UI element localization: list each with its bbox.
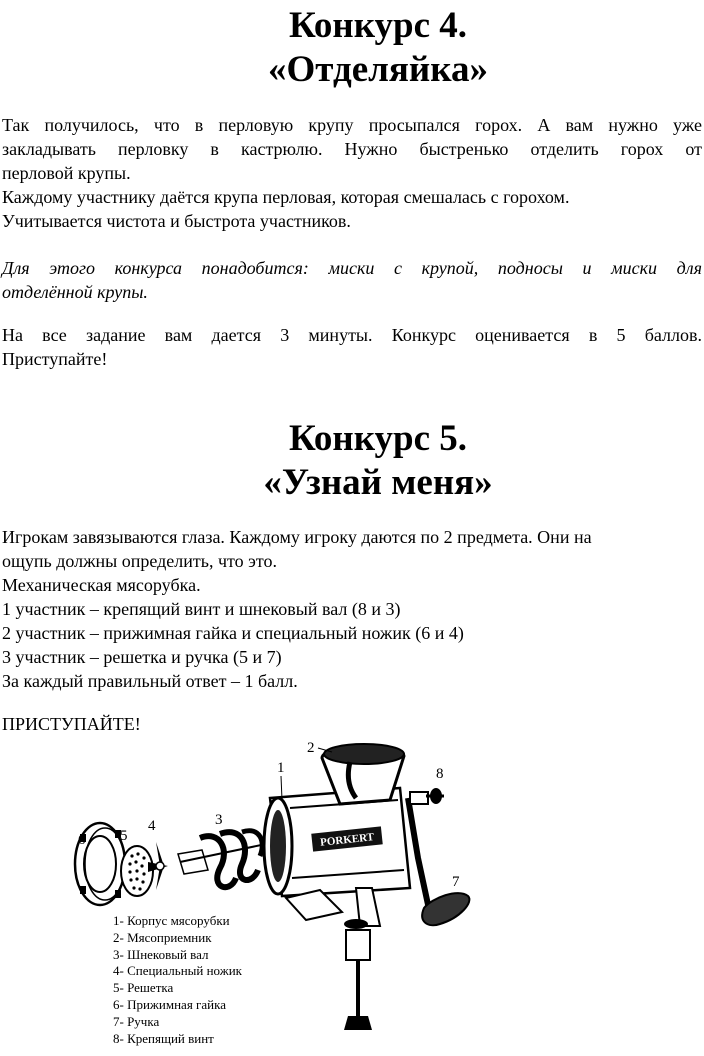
contest5-line-4: 3 участник – решетка и ручка (5 и 7) bbox=[2, 647, 282, 667]
brand-label: PORKERT bbox=[319, 831, 375, 849]
part-number-4: 4 bbox=[148, 818, 156, 834]
contest5-line-2: 1 участник – крепящий винт и шнековый вал (8 и 3) bbox=[2, 599, 401, 619]
part-8-screw bbox=[410, 788, 444, 804]
legend-item: 4- Специальный ножик bbox=[113, 963, 242, 979]
part-1-body bbox=[264, 788, 410, 896]
contest4-title-number: Конкурс 4. bbox=[288, 5, 468, 46]
contest4-paragraph-2: Каждому участнику даётся крупа перловая, которая смешалась с горохом. bbox=[2, 187, 570, 207]
legend-item: 1- Корпус мясорубки bbox=[113, 913, 230, 928]
part-number-5: 5 bbox=[120, 828, 128, 844]
part-7-handle bbox=[408, 798, 469, 925]
contest5-body bbox=[2, 525, 702, 693]
contest4-paragraph-1-line-3: перловой крупы. bbox=[2, 163, 131, 183]
diagram-legend bbox=[113, 913, 242, 1047]
legend-item: 6- Прижимная гайка bbox=[113, 996, 226, 1012]
contest5-title-number: Конкурс 5. bbox=[288, 418, 468, 459]
contest5-line-3: 2 участник – прижимная гайка и специальный ножик (6 и 4) bbox=[2, 623, 464, 643]
part-number-1: 1 bbox=[277, 760, 285, 776]
contest4-paragraph-3: Учитывается чистота и быстрота участников. bbox=[2, 211, 351, 231]
part-number-7: 7 bbox=[452, 874, 460, 890]
contest4-materials bbox=[2, 256, 702, 304]
contest4-rules-line-1: На все задание вам дается 3 минуты. Конкурс оценивается в 5 баллов. bbox=[2, 325, 702, 345]
contest4-title-name: «Отделяйка» bbox=[268, 49, 488, 90]
contest4-paragraph-1-line-1: Так получилось, что в перловую крупу просыпался горох. А вам нужно уже bbox=[2, 115, 702, 135]
contest4-title bbox=[118, 4, 638, 92]
contest4-rules-line-2: Приступайте! bbox=[2, 349, 108, 369]
contest4-paragraph-1-line-2: закладывать перловку в кастрюлю. Нужно быстренько отделить горох от bbox=[2, 139, 702, 159]
part-number-6: 6 bbox=[78, 832, 86, 848]
contest5-title bbox=[118, 417, 638, 505]
contest4-rules bbox=[2, 323, 702, 371]
legend-item: 3- Шнековый вал bbox=[113, 946, 209, 962]
part-3-auger bbox=[178, 831, 266, 887]
clamp-and-bracket bbox=[286, 888, 380, 1030]
contest5-call: ПРИСТУПАЙТЕ! bbox=[2, 714, 141, 734]
contest5-line-1: Механическая мясорубка. bbox=[2, 575, 201, 595]
contest5-intro-line-1: Игрокам завязываются глаза. Каждому игроку даются по 2 предмета. Они на bbox=[2, 527, 592, 547]
contest4-materials-line-1: Для этого конкурса понадобится: миски с крупой, подносы и миски для bbox=[2, 258, 702, 278]
contest5-intro-line-2: ощупь должны определить, что это. bbox=[2, 551, 278, 571]
part-number-2: 2 bbox=[307, 740, 315, 756]
part-number-3: 3 bbox=[215, 812, 223, 828]
part-number-8: 8 bbox=[436, 766, 444, 782]
contest4-paragraph-1 bbox=[2, 113, 702, 233]
legend-item: 2- Мясоприемник bbox=[113, 929, 212, 945]
legend-item: 8- Крепящий винт bbox=[113, 1030, 214, 1046]
contest5-title-name: «Узнай меня» bbox=[263, 462, 493, 503]
legend-item: 5- Решетка bbox=[113, 980, 174, 996]
contest4-materials-line-2: отделённой крупы. bbox=[2, 282, 148, 302]
legend-item: 7- Ручка bbox=[113, 1013, 160, 1029]
contest5-line-5: За каждый правильный ответ – 1 балл. bbox=[2, 671, 298, 691]
